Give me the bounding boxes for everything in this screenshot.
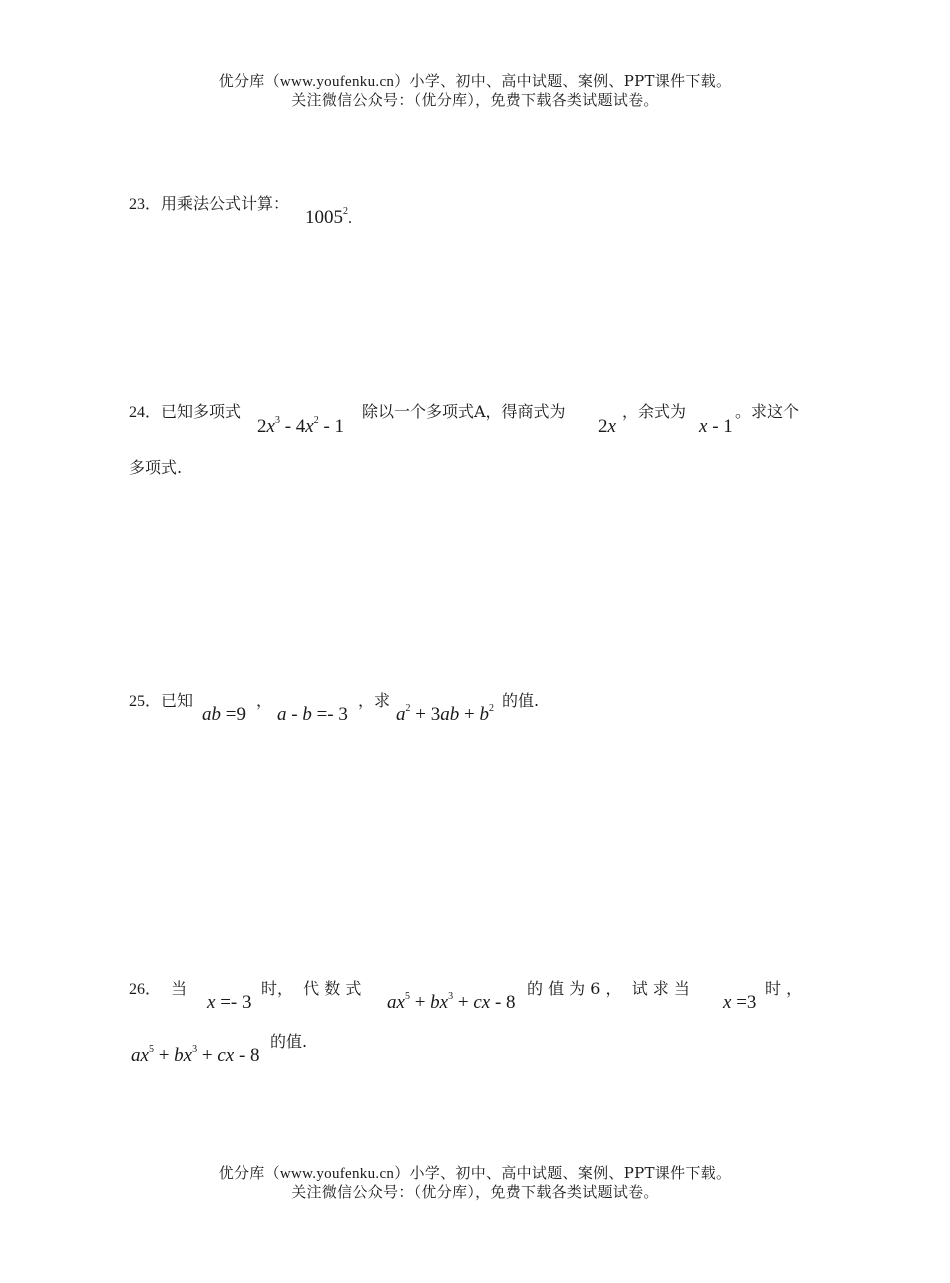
page-footer — [0, 1164, 950, 1201]
question-26-text-2: 时， 代 数 式 — [261, 979, 362, 998]
header-line-1: 优分库（www.youfenku.cn）小学、初中、高中试题、案例、PPT课件下载。 — [218, 72, 732, 90]
footer-line-2: 关注微信公众号：（优分库），免费下载各类试题试卷。 — [291, 1183, 659, 1201]
page-header — [0, 72, 950, 109]
question-24-text-4: 。求这个 — [735, 402, 800, 421]
question-26-number: 26 — [129, 981, 145, 998]
question-26-expression-line-2: $ax^5 + bx^3$ + cx - 8 — [131, 1044, 260, 1066]
question-25-text-end: 的值. — [502, 691, 540, 710]
question-25-condition-1: ab =9 — [202, 704, 246, 725]
header-url: www.youfenku.cn — [279, 74, 395, 90]
question-23-expression: 1005$^2$. — [305, 206, 352, 228]
question-26-condition-2: x =3 — [723, 992, 757, 1013]
question-25-text-1: 25．已知 — [129, 691, 194, 710]
question-24-text-2: 除以一个多项式A，得商式为 — [362, 402, 566, 421]
question-26-condition-1: x =- 3 — [207, 992, 252, 1013]
question-24-number: 24 — [129, 404, 145, 421]
question-24-remainder: x - 1 — [699, 416, 733, 437]
question-24-text-1: 24．已知多项式 — [129, 402, 242, 421]
question-26-expression: $ax^5 + bx^3$ + cx - 8 — [387, 991, 516, 1013]
question-23-text: 23．用乘法公式计算： — [129, 194, 290, 213]
question-23-number: 23 — [129, 196, 145, 213]
question-24-polynomial: $2x^3 - 4x^2 - 1$ — [257, 415, 345, 437]
question-25-condition-2: a - b =- 3 — [277, 704, 348, 725]
question-25-separator-2: ，求 — [358, 691, 391, 710]
question-26-text-1: 26． 当 — [129, 979, 188, 998]
question-24-quotient: 2x — [598, 416, 616, 437]
question-26-text-4: 时 ， — [765, 979, 803, 998]
question-25-target-expression: $a^2 + 3ab + b^2$ — [396, 703, 494, 725]
question-26-text-3: 的 值 为 6 ， 试 求 当 — [527, 979, 690, 998]
question-24-text-3: ，余式为 — [622, 402, 687, 421]
question-25-number: 25 — [129, 693, 145, 710]
question-24-text-line-2: 多项式. — [129, 458, 183, 477]
header-line-2: 关注微信公众号：（优分库），免费下载各类试题试卷。 — [291, 91, 659, 109]
question-25-separator-1: ， — [256, 691, 273, 710]
footer-line-1: 优分库（www.youfenku.cn）小学、初中、高中试题、案例、PPT课件下载。 — [218, 1164, 732, 1182]
question-26-text-end: 的值. — [270, 1032, 308, 1051]
footer-url: www.youfenku.cn — [279, 1166, 395, 1182]
